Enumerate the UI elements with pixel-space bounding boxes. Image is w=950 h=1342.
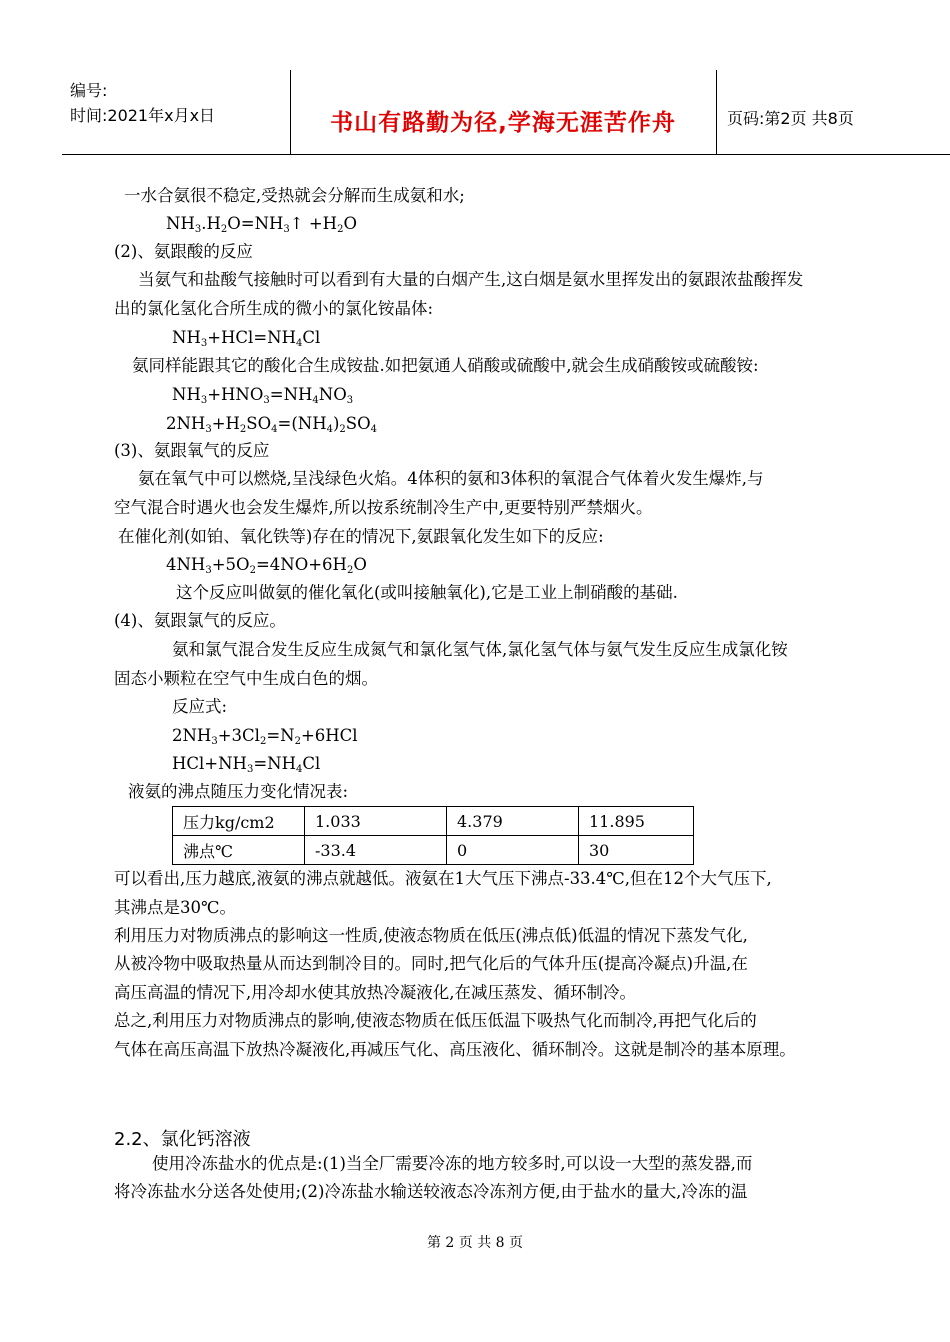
formula-line: $HCl+NH_3=NH_4Cl$ [172,754,321,775]
table-cell: -33.4 [305,836,447,865]
body-line: 气体在高压高温下放热冷凝液化,再减压气化、高压液化、循环制冷。这就是制冷的基本原理。 [114,1040,796,1059]
boiling-point-table [172,806,694,865]
body-line: 将冷冻盐水分送各处使用;(2)冷冻盐水输送较液态冷冻剂方便,由于盐水的量大,冷冻的温 [114,1182,748,1201]
table-cell: 1.033 [305,807,447,836]
body-line: 固态小颗粒在空气中生成白色的烟。 [114,669,378,688]
formula-line: $NH_3.H_2O=NH_3↑ +H_2O$ [166,214,357,235]
body-line: 在催化剂(如铂、氧化铁等)存在的情况下,氨跟氧化发生如下的反应: [118,527,604,546]
table-cell: 压力kg/cm2 [173,807,305,836]
body-line: 一水合氨很不稳定,受热就会分解而生成氨和水; [124,186,465,205]
body-line: 高压高温的情况下,用冷却水使其放热冷凝液化,在减压蒸发、循环制冷。 [114,983,636,1002]
subsection-heading: (4)、氨跟氯气的反应。 [114,611,286,630]
section-title: 2.2、氯化钙溶液 [114,1129,251,1150]
table-cell: 11.895 [579,807,694,836]
body-line: 这个反应叫做氨的催化氧化(或叫接触氧化),它是工业上制硝酸的基础. [176,583,678,602]
document-time-label: 时间:2021年x月x日 [70,106,216,125]
table-row [173,836,694,865]
body-line: 利用压力对物质沸点的影响这一性质,使液态物质在低压(沸点低)低温的情况下蒸发气化, [114,926,748,945]
body-line: 当氨气和盐酸气接触时可以看到有大量的白烟产生,这白烟是氨水里挥发出的氨跟浓盐酸挥发 [138,270,804,289]
body-line: 可以看出,压力越底,液氨的沸点就越低。液氨在1大气压下沸点-33.4℃,但在12个大气压下, [114,869,772,888]
table-caption: 液氨的沸点随压力变化情况表: [128,782,349,801]
formula-line: $4NH_3+5O_2=4NO+6H_2O$ [166,555,367,576]
body-line: 反应式: [172,697,228,716]
document-number-label: 编号: [70,81,108,100]
body-line: 其沸点是30℃。 [114,898,236,917]
table-cell: 沸点℃ [173,836,305,865]
page-footer: 第 2 页 共 8 页 [426,1235,524,1251]
header-page-info: 页码:第2页 共8页 [727,109,854,128]
formula-line: $2NH_3+H_2SO_4=(NH_4)_2SO_4$ [166,414,378,435]
header-divider [62,154,950,155]
header-divider-right [716,70,717,155]
formula-line: $2NH_3+3Cl_2=N_2+6HCl$ [172,726,358,747]
table-cell: 4.379 [447,807,579,836]
header-motto: 书山有路勤为径,学海无涯苦作舟 [330,110,676,136]
body-line: 使用冷冻盐水的优点是:(1)当全厂需要冷冻的地方较多时,可以设一大型的蒸发器,而 [152,1154,753,1173]
body-line: 空气混合时遇火也会发生爆炸,所以按系统制冷生产中,更要特别严禁烟火。 [114,498,653,517]
formula-line: $NH_3+HCl=NH_4Cl$ [172,328,321,349]
body-line: 总之,利用压力对物质沸点的影响,使液态物质在低压低温下吸热气化而制冷,再把气化后的 [114,1011,757,1030]
body-line: 氨和氯气混合发生反应生成氮气和氯化氢气体,氯化氢气体与氨气发生反应生成氯化铵 [172,640,788,659]
body-line: 从被冷物中吸取热量从而达到制冷目的。同时,把气化后的气体升压(提高冷凝点)升温,在 [114,954,748,973]
body-line: 氨同样能跟其它的酸化合生成铵盐.如把氨通人硝酸或硫酸中,就会生成硝酸铵或硫酸铵: [132,356,759,375]
subsection-heading: (3)、氨跟氧气的反应 [114,441,270,460]
formula-line: $NH_3+HNO_3=NH_4NO_3$ [172,385,354,406]
subsection-heading: (2)、氨跟酸的反应 [114,242,253,261]
table-row [173,807,694,836]
body-line: 氨在氧气中可以燃烧,呈浅绿色火焰。4体积的氨和3体积的氧混合气体着火发生爆炸,与 [138,469,764,488]
header-left [70,78,215,128]
table-cell: 30 [579,836,694,865]
body-line: 出的氯化氢化合所生成的微小的氯化铵晶体: [114,299,434,318]
table-cell: 0 [447,836,579,865]
